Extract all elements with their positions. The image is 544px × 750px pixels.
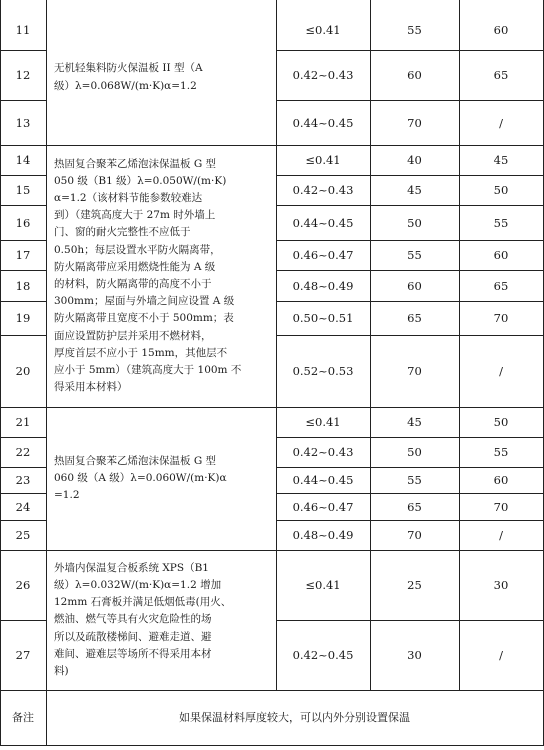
- value-a-cell: 55: [407, 23, 422, 37]
- value-a-cell: 70: [407, 528, 422, 542]
- range-cell: 0.42~0.45: [292, 648, 354, 662]
- grid-line: [0, 0, 1, 746]
- value-a-cell: 50: [407, 445, 422, 459]
- grid-line: [370, 0, 371, 691]
- grid-line: [0, 175, 47, 176]
- value-b-cell: 65: [493, 278, 509, 293]
- grid-line: [0, 270, 47, 271]
- grid-line: [0, 467, 47, 468]
- range-cell: ≤0.41: [305, 578, 341, 592]
- range-cell: ≤0.41: [305, 153, 341, 167]
- value-b-cell: 60: [493, 473, 509, 487]
- range-cell: 0.44~0.45: [292, 115, 354, 130]
- remark-label: 备注: [12, 710, 34, 724]
- range-cell: 0.46~0.47: [292, 499, 354, 514]
- value-b-cell: 50: [493, 183, 509, 197]
- grid-line: [0, 145, 544, 146]
- value-a-cell: 60: [407, 68, 422, 82]
- grid-line: [0, 240, 47, 241]
- grid-line: [276, 520, 544, 521]
- value-a-cell: 55: [407, 248, 422, 262]
- range-cell: 0.52~0.53: [292, 364, 354, 378]
- value-b-cell: 70: [493, 499, 509, 514]
- grid-line: [0, 690, 544, 691]
- value-b-cell: 45: [493, 153, 509, 167]
- value-a-cell: 65: [407, 311, 422, 325]
- range-cell: 0.42~0.43: [292, 445, 354, 459]
- value-a-cell: 70: [407, 115, 422, 130]
- grid-line: [0, 520, 47, 521]
- grid-line: [0, 407, 544, 408]
- range-cell: 0.48~0.49: [292, 278, 354, 293]
- grid-line: [276, 301, 544, 302]
- grid-line: [276, 467, 544, 468]
- grid-line: [0, 301, 47, 302]
- value-a-cell: 45: [407, 183, 422, 197]
- value-b-cell: /: [499, 115, 503, 130]
- value-a-cell: 50: [407, 215, 422, 230]
- value-a-cell: 65: [407, 499, 422, 514]
- value-b-cell: 55: [493, 215, 509, 230]
- range-cell: ≤0.41: [305, 23, 341, 37]
- value-b-cell: /: [499, 364, 503, 378]
- value-a-cell: 70: [407, 364, 422, 378]
- range-cell: 0.50~0.51: [292, 311, 354, 325]
- grid-line: [0, 620, 47, 621]
- material-description: 无机轻集料防火保温板 II 型（A 级）λ=0.068W/(m·K)α=1.2: [54, 62, 203, 92]
- row-no: 24: [15, 499, 31, 514]
- grid-line: [276, 50, 544, 51]
- grid-line: [276, 175, 544, 176]
- grid-line: [276, 205, 544, 206]
- grid-line: [0, 745, 544, 746]
- range-cell: 0.48~0.49: [292, 528, 354, 542]
- material-description: 热固复合聚苯乙烯泡沫保温板 G 型 060 级（A 级）λ=0.060W/(m·K)α =1.2: [54, 454, 227, 502]
- value-a-cell: 60: [407, 278, 422, 293]
- row-no: 13: [15, 115, 31, 130]
- grid-line: [276, 100, 544, 101]
- grid-line: [0, 100, 47, 101]
- grid-line: [276, 240, 544, 241]
- row-no: 16: [15, 215, 31, 230]
- range-cell: ≤0.41: [305, 415, 341, 429]
- grid-line: [276, 620, 544, 621]
- material-description: 热固复合聚苯乙烯泡沫保温板 G 型 050 级（B1 级）λ=0.050W/(m·K) α=1.2（该材料节能参数较难达 到）（建筑高度大于 27m 时外墙上 门、窗的耐火完整性不应低于 0.50h；每层设置水平防火隔离带， 防火隔离带应采用燃烧性能为 A 级 的材料，防火隔离带的高度不小于 300mm；屋面与外墙之间应设置 A 级 防火隔离带且宽度不小于 500mm；表 面应设置防护层并采用不燃材料， 厚度首层不应小于 15mm，其他层不 应小于 5mm）（建筑高度大于 100m 不 得采用本材料）: [54, 157, 242, 394]
- row-no: 22: [15, 445, 31, 459]
- grid-line: [0, 205, 47, 206]
- grid-line: [276, 270, 544, 271]
- row-no: 21: [15, 415, 31, 429]
- value-b-cell: 50: [493, 415, 509, 429]
- value-b-cell: 70: [493, 311, 509, 325]
- remark-text: 如果保温材料厚度较大，可以内外分别设置保温: [179, 710, 410, 724]
- row-no: 27: [15, 648, 31, 662]
- value-b-cell: 60: [493, 248, 509, 262]
- grid-line: [0, 437, 47, 438]
- row-no: 23: [15, 473, 31, 487]
- row-no: 11: [15, 23, 31, 37]
- value-b-cell: 60: [493, 23, 509, 37]
- range-cell: 0.42~0.43: [292, 68, 354, 82]
- value-a-cell: 45: [407, 415, 422, 429]
- range-cell: 0.46~0.47: [292, 248, 354, 262]
- grid-line: [276, 335, 544, 336]
- grid-line: [0, 493, 47, 494]
- row-no: 17: [15, 248, 31, 262]
- grid-line: [0, 550, 544, 551]
- grid-line: [276, 437, 544, 438]
- row-no: 15: [15, 183, 31, 197]
- grid-line: [0, 50, 47, 51]
- value-b-cell: 30: [493, 578, 509, 592]
- value-b-cell: /: [499, 528, 503, 542]
- row-no: 14: [15, 153, 31, 167]
- range-cell: 0.44~0.45: [292, 473, 354, 487]
- row-no: 12: [15, 68, 31, 82]
- grid-line: [276, 0, 277, 691]
- range-cell: 0.42~0.43: [292, 183, 354, 197]
- value-a-cell: 55: [407, 473, 422, 487]
- value-b-cell: /: [499, 648, 503, 662]
- grid-line: [0, 335, 47, 336]
- material-description: 外墙内保温复合板系统 XPS（B1 级）λ=0.032W/(m·K)α=1.2 增加 12mm 石膏板并满足低烟低毒(用火、 燃油、燃气等具有火灾危险性的场 所以及疏散楼梯间、避难走道、避 难间、避难层等场所不得采用本材 料): [54, 561, 232, 677]
- value-a-cell: 40: [407, 153, 422, 167]
- row-no: 19: [15, 311, 31, 325]
- row-no: 18: [15, 278, 31, 293]
- row-no: 20: [15, 364, 31, 378]
- value-a-cell: 30: [407, 648, 422, 662]
- row-no: 25: [15, 528, 31, 542]
- value-b-cell: 55: [493, 445, 509, 459]
- range-cell: 0.44~0.45: [292, 215, 354, 230]
- grid-line: [46, 0, 47, 746]
- grid-line: [459, 0, 460, 691]
- row-no: 26: [15, 578, 31, 592]
- value-b-cell: 65: [493, 68, 509, 82]
- value-a-cell: 25: [407, 578, 422, 592]
- grid-line: [276, 493, 544, 494]
